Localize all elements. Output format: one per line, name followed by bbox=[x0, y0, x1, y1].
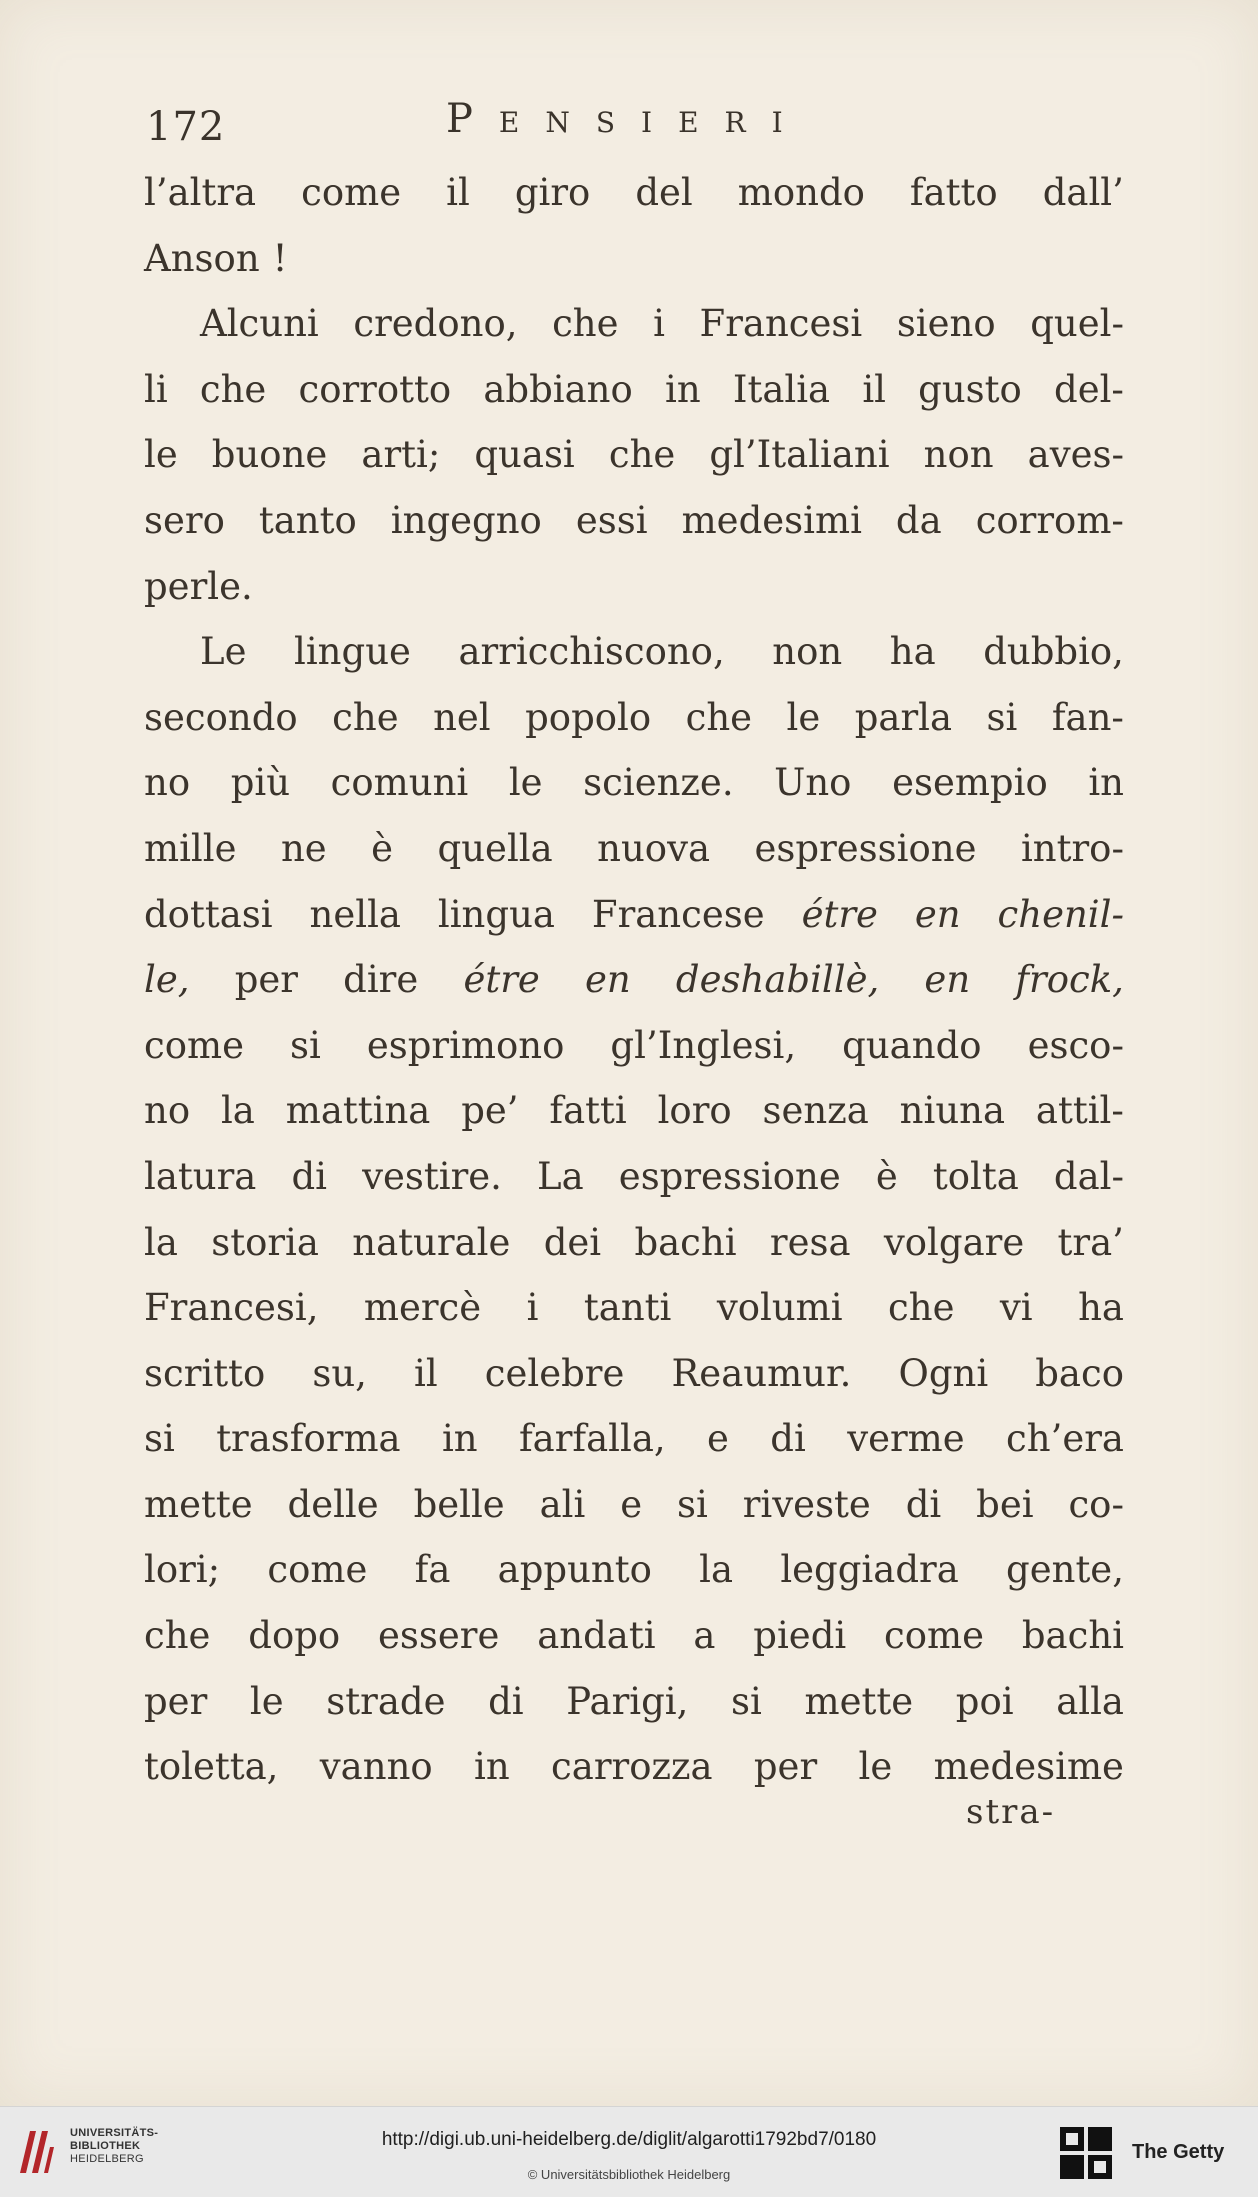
word: Francesi bbox=[699, 302, 863, 346]
word: come bbox=[884, 1614, 985, 1658]
word: chenil- bbox=[997, 892, 1124, 936]
word: celebre bbox=[484, 1351, 625, 1395]
word: di bbox=[291, 1154, 327, 1198]
word: secondo bbox=[144, 695, 298, 739]
text-line bbox=[144, 1078, 1124, 1144]
word: senza bbox=[762, 1089, 869, 1133]
word: si bbox=[986, 695, 1018, 739]
word: frock, bbox=[1015, 958, 1124, 1002]
word: credono, bbox=[353, 302, 518, 346]
running-head bbox=[146, 96, 1126, 156]
word: Parigi, bbox=[566, 1679, 689, 1723]
word: esprimono bbox=[366, 1023, 565, 1067]
word: dubbio, bbox=[983, 630, 1124, 674]
word: quasi bbox=[474, 433, 575, 477]
word: mattina bbox=[285, 1089, 431, 1133]
word: volumi bbox=[716, 1286, 843, 1330]
word: quella bbox=[437, 826, 553, 870]
word: dire bbox=[343, 958, 419, 1002]
catchword: stra- bbox=[966, 1792, 1056, 1832]
word: medesime bbox=[933, 1745, 1124, 1789]
word: lingua bbox=[437, 892, 555, 936]
permalink-url[interactable]: http://digi.ub.uni-heidelberg.de/diglit/algarotti1792bd7/0180 bbox=[381, 2129, 877, 2150]
word: mercè bbox=[363, 1286, 482, 1330]
word: lori; bbox=[144, 1548, 221, 1592]
word: le bbox=[144, 433, 178, 477]
text-line bbox=[144, 1406, 1124, 1472]
page-number: 172 bbox=[146, 104, 226, 150]
word: che bbox=[199, 367, 267, 411]
word: giro bbox=[514, 171, 591, 214]
word: piedi bbox=[753, 1614, 847, 1658]
word: Ogni bbox=[898, 1351, 989, 1395]
word: fan- bbox=[1051, 695, 1124, 739]
word: popolo bbox=[525, 695, 652, 739]
word: no bbox=[144, 761, 191, 805]
word: mette bbox=[144, 1482, 253, 1526]
word: i bbox=[653, 302, 665, 346]
text-line bbox=[144, 1275, 1124, 1341]
word: li bbox=[144, 367, 168, 411]
text-line bbox=[144, 1537, 1124, 1603]
word: comuni bbox=[330, 761, 469, 805]
word: dei bbox=[543, 1220, 602, 1264]
word: gusto bbox=[918, 367, 1022, 411]
word: sieno bbox=[896, 302, 996, 346]
text-line bbox=[144, 226, 1124, 292]
word: appunto bbox=[497, 1548, 652, 1592]
word: tanto bbox=[258, 498, 357, 542]
library-name: UNIVERSITÄTS- BIBLIOTHEK HEIDELBERG bbox=[70, 2127, 159, 2165]
word: nella bbox=[309, 892, 401, 936]
word: che bbox=[144, 1614, 211, 1658]
word: deshabillè, bbox=[675, 958, 880, 1002]
word: di bbox=[488, 1679, 524, 1723]
text-line bbox=[144, 947, 1124, 1013]
word: in bbox=[441, 1417, 478, 1461]
text-line bbox=[144, 1603, 1124, 1669]
word: Uno bbox=[774, 761, 852, 805]
word: tolta bbox=[932, 1154, 1019, 1198]
word: le bbox=[508, 761, 543, 805]
word: tra’ bbox=[1057, 1220, 1124, 1264]
word: del bbox=[635, 171, 693, 214]
word: a bbox=[693, 1614, 716, 1658]
word: esempio bbox=[892, 761, 1048, 805]
word: fa bbox=[414, 1548, 451, 1592]
word: naturale bbox=[352, 1220, 511, 1264]
word: si bbox=[677, 1482, 708, 1526]
word: Anson bbox=[144, 236, 260, 280]
word: le bbox=[786, 695, 821, 739]
word: mille bbox=[144, 826, 237, 870]
word: verme bbox=[847, 1417, 965, 1461]
word: delle bbox=[287, 1482, 379, 1526]
word: i bbox=[526, 1286, 539, 1330]
word: che bbox=[685, 695, 753, 739]
word: la bbox=[699, 1548, 734, 1592]
text-line bbox=[144, 1472, 1124, 1538]
word: è bbox=[875, 1154, 898, 1198]
text-line bbox=[144, 160, 1124, 226]
word: si bbox=[290, 1023, 321, 1067]
word: nel bbox=[433, 695, 491, 739]
word: intro- bbox=[1020, 826, 1124, 870]
word: mette bbox=[804, 1679, 914, 1723]
text-line bbox=[144, 1341, 1124, 1407]
word: ne bbox=[280, 826, 327, 870]
word: no bbox=[144, 1089, 191, 1133]
word: per bbox=[753, 1745, 818, 1789]
word: aves- bbox=[1027, 433, 1124, 477]
word: corrotto bbox=[298, 367, 452, 411]
word: pe’ bbox=[461, 1089, 519, 1133]
word: leggiadra bbox=[780, 1548, 959, 1592]
word: Francesi, bbox=[144, 1286, 319, 1330]
word: buone bbox=[211, 433, 328, 477]
word: espressione bbox=[754, 826, 977, 870]
text-line bbox=[144, 554, 1124, 620]
word: fatti bbox=[549, 1089, 627, 1133]
word: La bbox=[537, 1154, 584, 1198]
word: non bbox=[923, 433, 994, 477]
word: più bbox=[230, 761, 291, 805]
word: Le bbox=[200, 630, 247, 674]
word: farfalla, bbox=[518, 1417, 666, 1461]
word: scritto bbox=[144, 1351, 266, 1395]
word: il bbox=[414, 1351, 438, 1395]
word: ingegno bbox=[390, 498, 542, 542]
word: su, bbox=[312, 1351, 367, 1395]
word: gl’Inglesi, bbox=[610, 1023, 797, 1067]
text-line bbox=[144, 488, 1124, 554]
word: ch’era bbox=[1006, 1417, 1124, 1461]
word: loro bbox=[657, 1089, 732, 1133]
word: arricchiscono, bbox=[458, 630, 725, 674]
word: tanti bbox=[583, 1286, 672, 1330]
text-line bbox=[144, 816, 1124, 882]
word: dall’ bbox=[1042, 171, 1124, 214]
copyright-notice: © Universitätsbibliothek Heidelberg bbox=[527, 2167, 731, 2182]
word: gente, bbox=[1006, 1548, 1124, 1592]
word: latura bbox=[144, 1154, 257, 1198]
word: per bbox=[234, 958, 298, 1002]
word: quel- bbox=[1030, 302, 1124, 346]
text-line bbox=[144, 685, 1124, 751]
text-line bbox=[144, 750, 1124, 816]
word: che bbox=[552, 302, 619, 346]
word: in bbox=[474, 1745, 510, 1789]
word: che bbox=[332, 695, 399, 739]
word: attil- bbox=[1035, 1089, 1124, 1133]
word: come bbox=[301, 171, 402, 214]
word: poi bbox=[955, 1679, 1014, 1723]
word: che bbox=[888, 1286, 955, 1330]
word: fatto bbox=[909, 171, 998, 214]
word: Francese bbox=[591, 892, 765, 936]
word: strade bbox=[326, 1679, 446, 1723]
word: in bbox=[664, 367, 701, 411]
word: dopo bbox=[248, 1614, 341, 1658]
word: riveste bbox=[742, 1482, 871, 1526]
word: perle. bbox=[144, 564, 253, 608]
word: come bbox=[267, 1548, 368, 1592]
word: si bbox=[731, 1679, 762, 1723]
word: esco- bbox=[1027, 1023, 1124, 1067]
word: Reaumur. bbox=[671, 1351, 852, 1395]
word: Italia bbox=[732, 367, 831, 411]
word: vi bbox=[999, 1286, 1033, 1330]
word: sero bbox=[144, 498, 225, 542]
word: si bbox=[144, 1417, 175, 1461]
word: carrozza bbox=[551, 1745, 713, 1789]
text-line bbox=[144, 1210, 1124, 1276]
word: resa bbox=[769, 1220, 851, 1264]
word: dal- bbox=[1053, 1154, 1124, 1198]
word: bei bbox=[976, 1482, 1034, 1526]
word: andati bbox=[537, 1614, 656, 1658]
word: ali bbox=[539, 1482, 586, 1526]
word: per bbox=[144, 1679, 208, 1723]
getty-logo-icon bbox=[1058, 2125, 1114, 2181]
word: le bbox=[249, 1679, 284, 1723]
word: essere bbox=[378, 1614, 500, 1658]
text-line bbox=[144, 422, 1124, 488]
text-line bbox=[144, 291, 1124, 357]
word: essi bbox=[575, 498, 648, 542]
word: ! bbox=[272, 236, 288, 280]
word: l’altra bbox=[144, 171, 257, 214]
text-line bbox=[144, 1669, 1124, 1735]
word: la bbox=[220, 1089, 255, 1133]
word: étre bbox=[463, 958, 540, 1002]
word: gl’Italiani bbox=[709, 433, 890, 477]
word: niuna bbox=[899, 1089, 1006, 1133]
word: corrom- bbox=[975, 498, 1124, 542]
word: mondo bbox=[737, 171, 865, 214]
word: del- bbox=[1054, 367, 1124, 411]
text-line bbox=[144, 1144, 1124, 1210]
word: e bbox=[620, 1482, 643, 1526]
word: in bbox=[1088, 761, 1124, 805]
viewer-footer bbox=[0, 2106, 1258, 2197]
text-line bbox=[144, 357, 1124, 423]
word: étre bbox=[801, 892, 878, 936]
word: baco bbox=[1035, 1351, 1124, 1395]
word: come bbox=[144, 1023, 244, 1067]
word: en bbox=[585, 958, 631, 1002]
word: espressione bbox=[618, 1154, 841, 1198]
body-text bbox=[144, 160, 1124, 1800]
text-line bbox=[144, 882, 1124, 948]
word: dottasi bbox=[144, 892, 273, 936]
word: Alcuni bbox=[200, 302, 319, 346]
word: abbiano bbox=[483, 367, 633, 411]
word: trasforma bbox=[216, 1417, 401, 1461]
word: quando bbox=[842, 1023, 982, 1067]
word: volgare bbox=[883, 1220, 1025, 1264]
word: ha bbox=[1078, 1286, 1124, 1330]
word: vanno bbox=[319, 1745, 433, 1789]
word: parla bbox=[854, 695, 953, 739]
word: ha bbox=[889, 630, 936, 674]
running-title: Pensieri bbox=[446, 96, 809, 142]
word: bachi bbox=[1021, 1614, 1124, 1658]
word: toletta, bbox=[144, 1745, 279, 1789]
word: lingue bbox=[294, 630, 411, 674]
word: en bbox=[924, 958, 971, 1002]
word: e bbox=[707, 1417, 729, 1461]
word: co- bbox=[1068, 1482, 1124, 1526]
word: en bbox=[914, 892, 961, 936]
word: bachi bbox=[634, 1220, 737, 1264]
word: è bbox=[371, 826, 394, 870]
word: il bbox=[862, 367, 886, 411]
word: non bbox=[772, 630, 843, 674]
word: che bbox=[608, 433, 676, 477]
word: alla bbox=[1056, 1679, 1124, 1723]
word: arti; bbox=[361, 433, 441, 477]
word: medesimi bbox=[681, 498, 862, 542]
word: la bbox=[144, 1220, 178, 1264]
getty-name: The Getty bbox=[1132, 2141, 1225, 2163]
word: da bbox=[895, 498, 942, 542]
word: nuova bbox=[597, 826, 711, 870]
word: vestire. bbox=[362, 1154, 502, 1198]
word: le, bbox=[144, 958, 190, 1002]
word: belle bbox=[413, 1482, 505, 1526]
text-line bbox=[144, 619, 1124, 685]
text-line bbox=[144, 1734, 1124, 1800]
word: di bbox=[905, 1482, 942, 1526]
word: di bbox=[770, 1417, 806, 1461]
word: il bbox=[446, 171, 470, 214]
word: le bbox=[858, 1745, 893, 1789]
text-line bbox=[144, 1013, 1124, 1079]
word: scienze. bbox=[583, 761, 734, 805]
word: storia bbox=[211, 1220, 319, 1264]
